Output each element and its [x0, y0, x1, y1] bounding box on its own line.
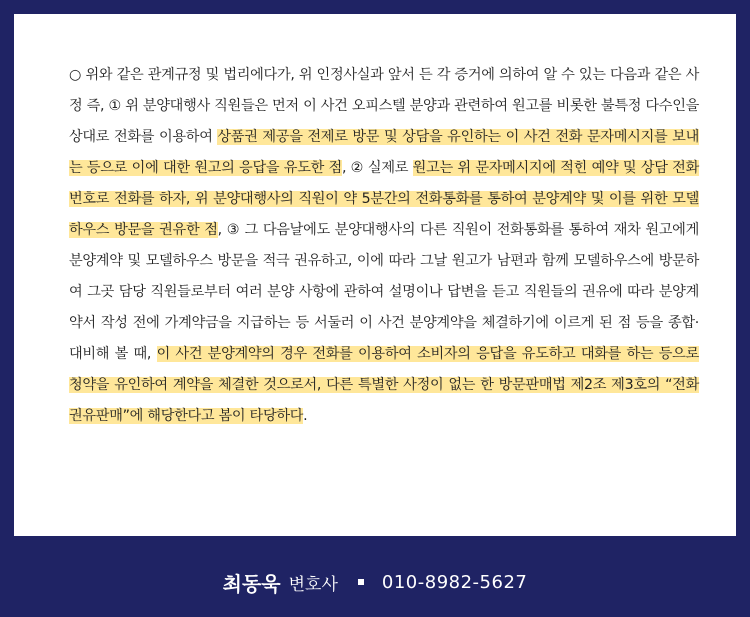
separator-square-icon: [358, 579, 364, 585]
highlighted-text: 원고는 위 문자메시지에 적힌 예약 및 상담 전화번호로 전화를 하자, 위 분양대행사의 직원이 약 5분간의 전화통화를 통하여 분양계약 및 이를 위한 모델하우스 방문을 권유한 점: [69, 160, 699, 238]
highlighted-text: 상품권 제공을 전제로 방문 및 상담을 유인하는 이 사건 전화 문자메시지를 보내는 등으로 이에 대한 원고의 응답을 유도한 점: [69, 129, 699, 176]
phone-number: 010-8982-5627: [381, 571, 528, 593]
lawyer-title: 변호사: [288, 574, 338, 595]
document-card: [14, 14, 736, 536]
footer-banner: [0, 556, 750, 608]
text-segment: , ② 실제로: [341, 160, 413, 176]
text-segment: .: [303, 408, 308, 424]
highlighted-text: 이 사건 분양계약의 경우 전화를 이용하여 소비자의 응답을 유도하고 대화를 하는 등으로 청약을 유인하여 계약을 체결한 것으로서, 다른 특별한 사정이 없는 한 방문판매법 제2조 제3호의 “전화권유판매”에 해당한다고 봄이 타당하다: [69, 346, 699, 424]
document-paragraph: [69, 60, 699, 432]
text-segment: ○ 위와 같은 관계규정 및 법리에다가, 위 인정사실과 앞서 든 각 증거에 의하여 알 수 있는 다음과 같은 사정 즉, ① 위 분양대행사 직원들은 먼저 이 사건 오피스텔 분양과 관련하여 원고를 비롯한 불특정 다수인을 상대로 전화를 이용하여: [69, 67, 699, 145]
lawyer-name: 최동욱: [222, 571, 281, 596]
text-segment: , ③ 그 다음날에도 분양대행사의 다른 직원이 전화통화를 통하여 재차 원고에게 분양계약 및 모델하우스 방문을 적극 권유하고, 이에 따라 그날 원고가 남편과 함께 모델하우스에 방문하여 그곳 담당 직원들로부터 여러 분양 사항에 관하여 설명이나 답변을 듣고 직원들의 권유에 따라 분양계약서 작성 전에 가계약금을 지급하는 등 서둘러 이 사건 분양계약을 체결하기에 이르게 된 점 등을 종합·대비해 볼 때,: [69, 222, 699, 362]
